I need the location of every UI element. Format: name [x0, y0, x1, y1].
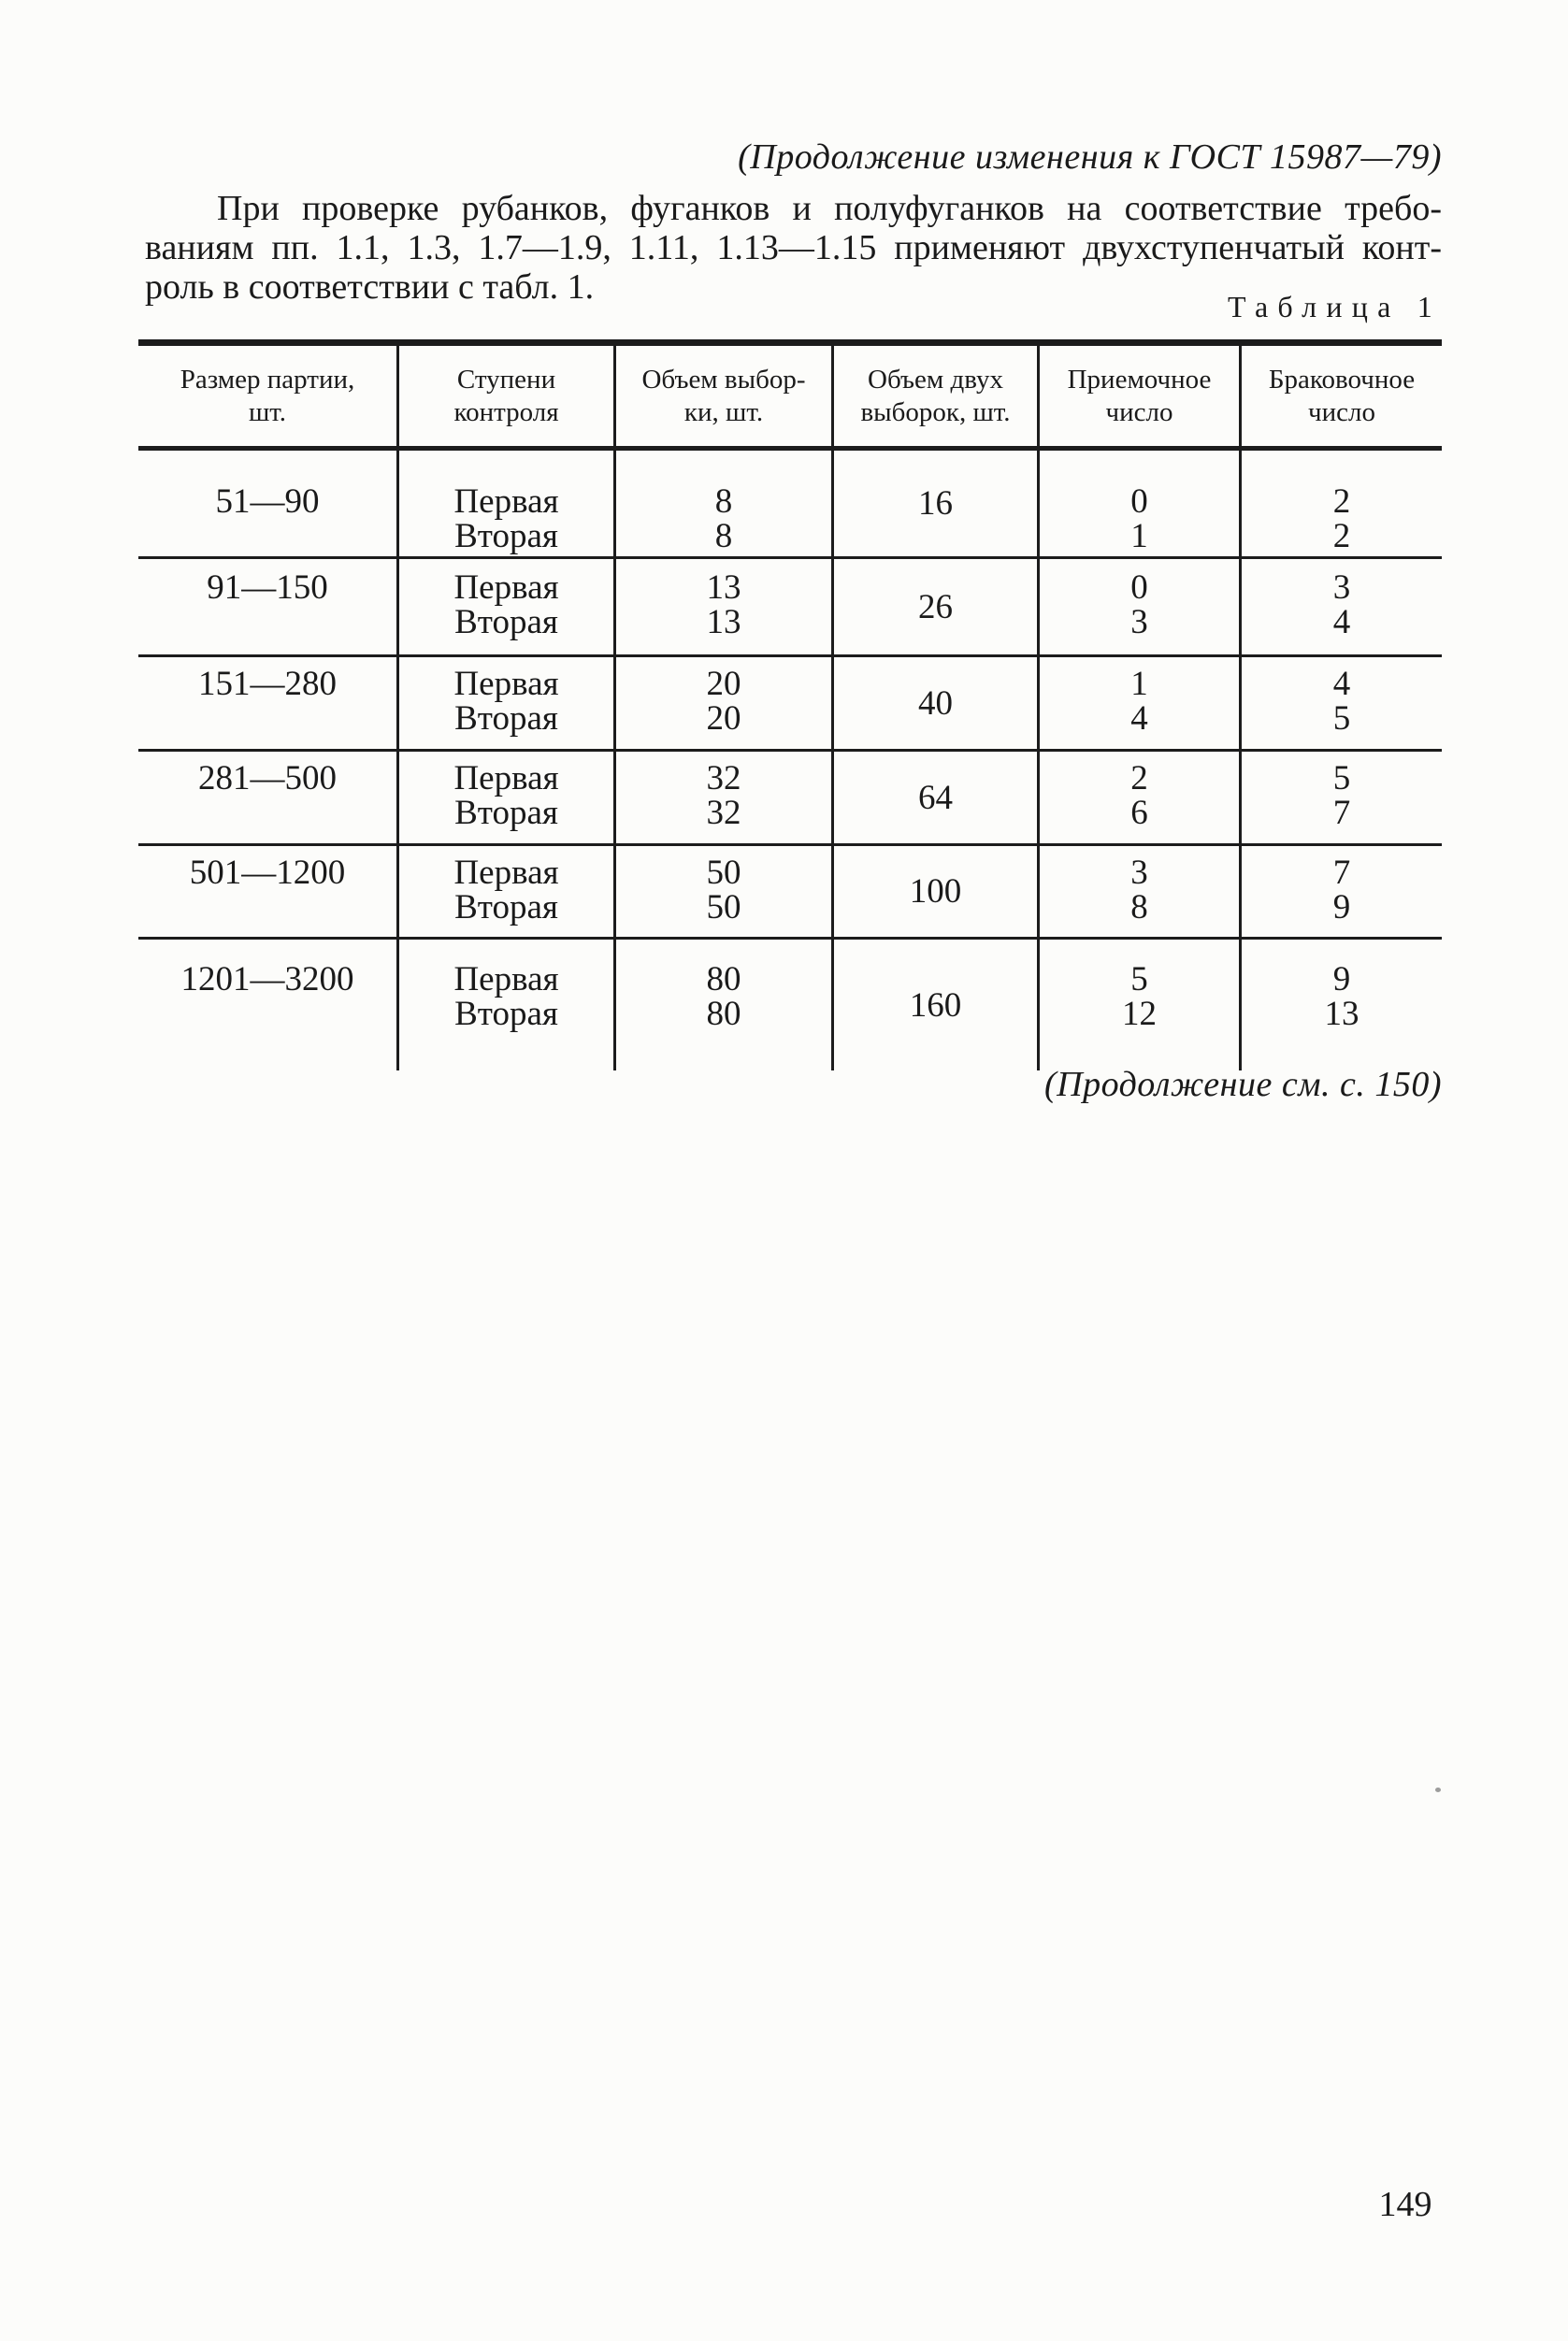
cell-acceptance-numbers: 1 4 [1037, 657, 1239, 749]
column-header-sample-size: Объем выбор- ки, шт. [613, 346, 831, 446]
cell-acceptance-numbers: 3 8 [1037, 846, 1239, 937]
cell-double-sample-size: 160 [831, 940, 1037, 1070]
cell-double-sample-size: 100 [831, 846, 1037, 937]
cell-batch-size: 51—90 [215, 482, 320, 521]
table-row [138, 846, 1442, 940]
cell-double-sample-size: 16 [831, 451, 1037, 556]
cell-sample-sizes: 20 20 [613, 657, 831, 749]
table-caption: Таблица 1 [1227, 290, 1442, 323]
cell-sample-sizes: 32 32 [613, 752, 831, 843]
page-number: 149 [1378, 2185, 1432, 2224]
cell-batch-size: 151—280 [198, 665, 337, 703]
cell-acceptance-numbers: 0 3 [1037, 559, 1239, 654]
continuation-footer-note: (Продолжение см. с. 150) [1043, 1065, 1442, 1104]
cell-control-stages: Первая Вторая [396, 451, 613, 556]
cell-control-stages: Первая Вторая [396, 657, 613, 749]
cell-control-stages: Первая Вторая [396, 752, 613, 843]
cell-sample-sizes: 80 80 [613, 940, 831, 1070]
cell-batch-size: 1201—3200 [180, 960, 354, 998]
cell-batch-size: 281—500 [198, 759, 337, 797]
cell-control-stages: Первая Вторая [396, 940, 613, 1070]
cell-sample-sizes: 50 50 [613, 846, 831, 937]
cell-acceptance-numbers: 2 6 [1037, 752, 1239, 843]
cell-batch-size: 91—150 [207, 568, 328, 607]
cell-sample-sizes: 13 13 [613, 559, 831, 654]
cell-rejection-numbers: 3 4 [1239, 559, 1442, 654]
cell-rejection-numbers: 5 7 [1239, 752, 1442, 843]
continuation-header-note: (Продолжение изменения к ГОСТ 15987—79) [738, 137, 1442, 177]
cell-double-sample-size: 64 [831, 752, 1037, 843]
cell-rejection-numbers: 9 13 [1239, 940, 1442, 1070]
sampling-control-table [138, 339, 1442, 1070]
cell-rejection-numbers: 4 5 [1239, 657, 1442, 749]
table-header-row [138, 346, 1442, 451]
column-header-batch-size: Размер партии, шт. [180, 364, 355, 427]
table-row [138, 559, 1442, 657]
cell-control-stages: Первая Вторая [396, 846, 613, 937]
table-row [138, 940, 1442, 1070]
cell-acceptance-numbers: 5 12 [1037, 940, 1239, 1070]
column-header-double-sample-size: Объем двух выборок, шт. [831, 346, 1037, 446]
cell-double-sample-size: 26 [831, 559, 1037, 654]
column-header-control-stage: Ступени контроля [396, 346, 613, 446]
cell-batch-size: 501—1200 [189, 854, 346, 892]
cell-sample-sizes: 8 8 [613, 451, 831, 556]
table-row [138, 752, 1442, 846]
cell-rejection-numbers: 7 9 [1239, 846, 1442, 937]
table-row [138, 657, 1442, 752]
table-row [138, 451, 1442, 559]
column-header-acceptance-number: Приемочное число [1037, 346, 1239, 446]
scan-artifact-dot [1435, 1788, 1441, 1792]
cell-control-stages: Первая Вторая [396, 559, 613, 654]
paragraph-line: роль в соответствии с табл. 1. [145, 267, 595, 307]
cell-double-sample-size: 40 [831, 657, 1037, 749]
cell-acceptance-numbers: 0 1 [1037, 451, 1239, 556]
cell-rejection-numbers: 2 2 [1239, 451, 1442, 556]
paragraph-line: ваниям пп. 1.1, 1.3, 1.7—1.9, 1.11, 1.13—1.15 применяют двухступенчатый конт- [145, 228, 1442, 267]
column-header-rejection-number: Браковочное число [1239, 346, 1442, 446]
paragraph-line: При проверке рубанков, фуганков и полуфуганков на соответствие требо- [217, 189, 1442, 228]
